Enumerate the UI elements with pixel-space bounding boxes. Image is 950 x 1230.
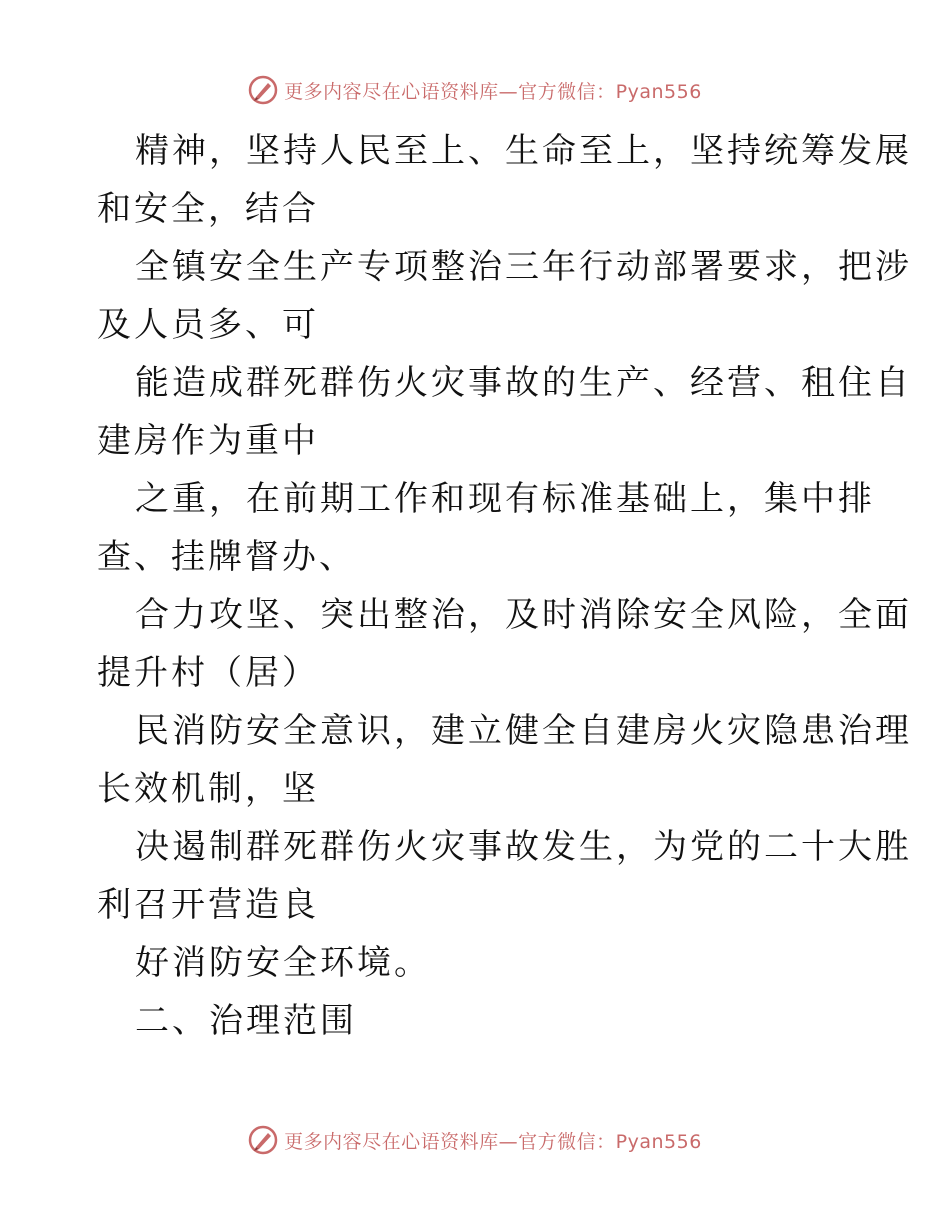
text-line: 之重，在前期工作和现有标准基础上，集中排 (135, 479, 875, 519)
text-line: 好消防安全环境。 (135, 943, 431, 983)
watermark-text: 更多内容尽在心语资料库—官方微信：Pyan556 (284, 80, 702, 103)
text-line: 建房作为重中 (97, 421, 319, 461)
watermark-text: 更多内容尽在心语资料库—官方微信：Pyan556 (284, 1130, 702, 1153)
footer-watermark (0, 1122, 950, 1158)
header-watermark (0, 72, 950, 108)
text-line: 利召开营造良 (97, 885, 319, 925)
text-line: 查、挂牌督办、 (97, 537, 356, 577)
text-line: 能造成群死群伤火灾事故的生产、经营、租住自 (135, 363, 912, 403)
document-body (97, 122, 912, 1050)
text-line: 全镇安全生产专项整治三年行动部署要求，把涉 (135, 247, 912, 287)
text-line: 二、治理范围 (135, 1001, 357, 1041)
text-line: 民消防安全意识，建立健全自建房火灾隐患治理 (135, 711, 912, 751)
text-line: 精神，坚持人民至上、生命至上，坚持统筹发展 (135, 131, 912, 171)
text-line: 提升村（居） (97, 653, 319, 693)
pen-logo-icon (248, 75, 278, 105)
text-line: 和安全，结合 (97, 189, 319, 229)
text-line: 长效机制，坚 (97, 769, 319, 809)
pen-logo-icon (248, 1125, 278, 1155)
text-line: 合力攻坚、突出整治，及时消除安全风险，全面 (135, 595, 912, 635)
text-line: 及人员多、可 (97, 305, 319, 345)
text-line: 决遏制群死群伤火灾事故发生，为党的二十大胜 (135, 827, 912, 867)
